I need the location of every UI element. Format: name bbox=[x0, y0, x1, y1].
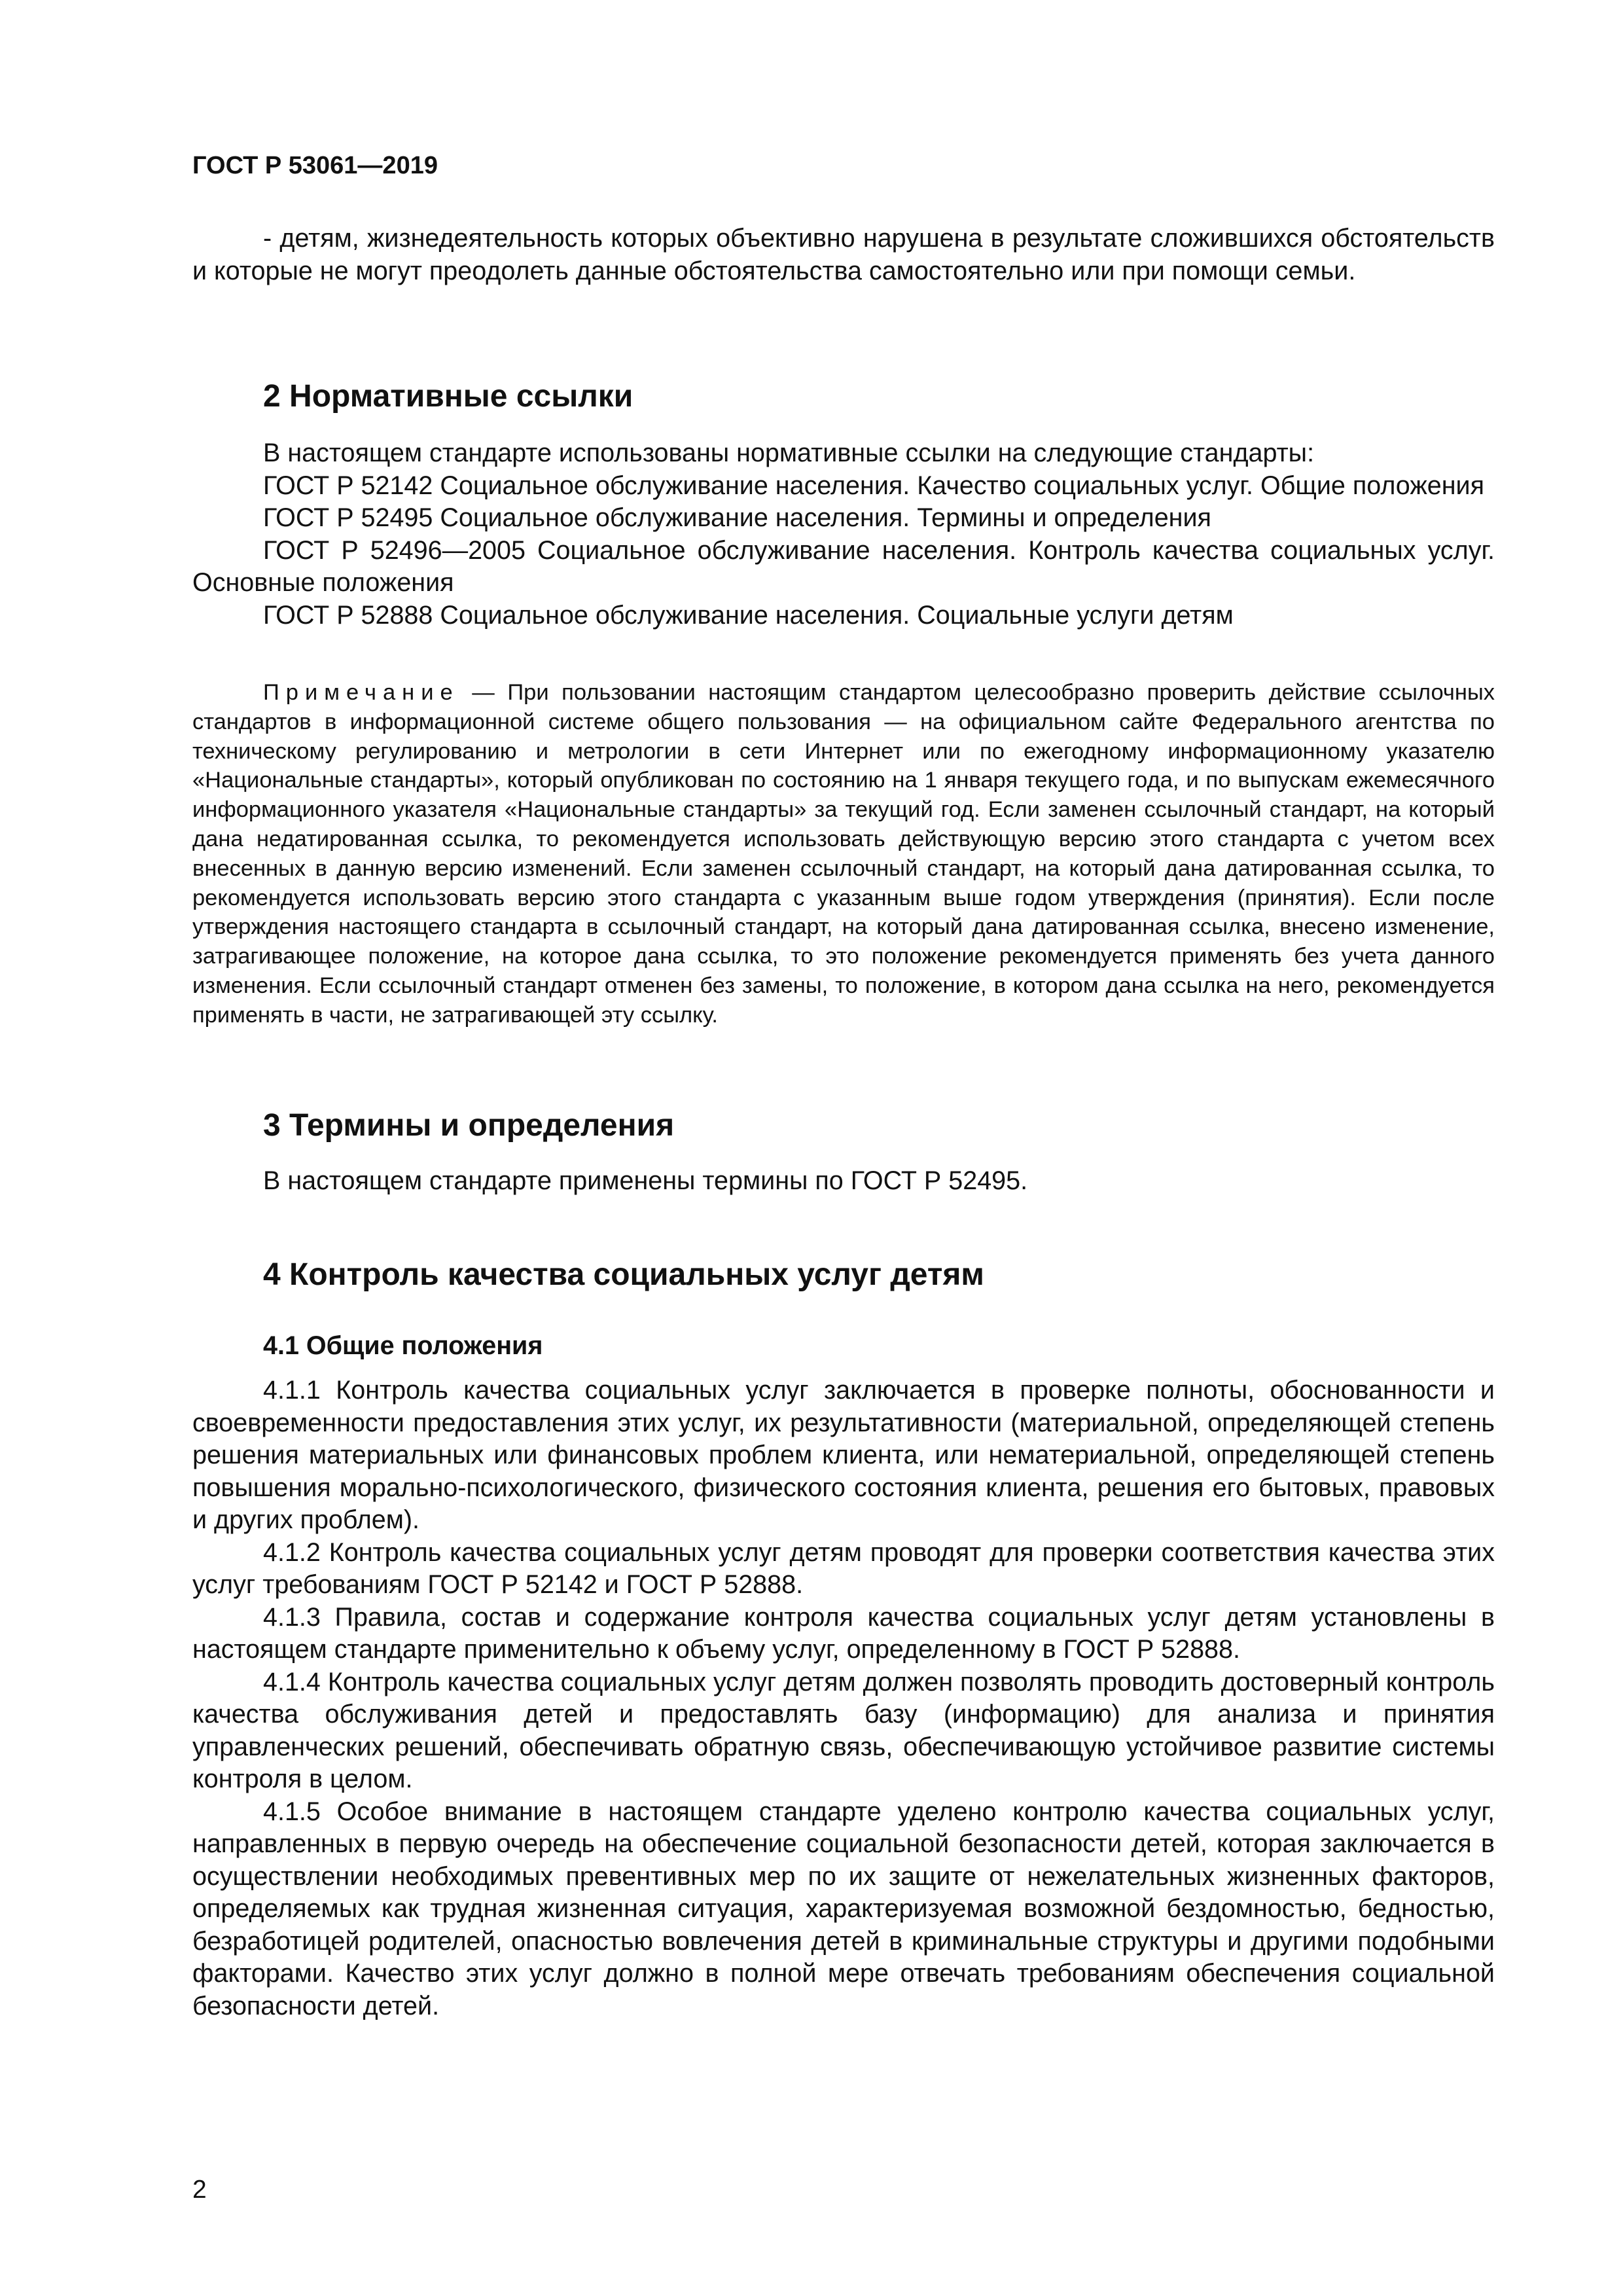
paragraph-4-1-1: 4.1.1 Контроль качества социальных услуг заключается в проверке полноты, обоснованности и своевременности предоставления этих услуг, их результативности (материальной, определяющей степень решения материальных или финансовых проблем клиента, или нематериальной, определяющей степень повышения морально-психологического, физического состояния клиента, решения его бытовых, правовых и других проблем). bbox=[192, 1376, 1495, 1534]
section-2-title: 2 Нормативные ссылки bbox=[263, 379, 633, 414]
note-text: — При пользовании настоящим стандартом целесообразно проверить действие ссылочных стандартов в информационной системе общего пользования — на официальном сайте Федерального агентства по техническому регулированию и метрологии в сети Интернет или по ежегодному информационному указателю «Национальные стандарты», который опубликован по состоянию на 1 января текущего года, и по выпускам ежемесячного информационного указателя «Национальные стандарты» за текущий год. Если заменен ссылочный стандарт, на который дана недатированная ссылка, то рекомендуется использовать действующую версию этого стандарта с учетом всех внесенных в данную версию изменений. Если заменен ссылочный стандарт, на который дана датированная ссылка, то рекомендуется использовать версию этого стандарта с указанным выше годом утверждения (принятия). Если после утверждения настоящего стандарта в ссылочный стандарт, на который дана датированная ссылка, внесено изменение, затрагивающее положение, на которое дана ссылка, то это положение рекомендуется применять без учета данного изменения. Если ссылочный стандарт отменен без замены, то положение, в котором дана ссылка на него, рекомендуется применять в части, не затрагивающей эту ссылку. bbox=[192, 680, 1495, 1028]
ref-item: ГОСТ Р 52888 Социальное обслуживание населения. Социальные услуги детям bbox=[263, 600, 1234, 630]
page-number: 2 bbox=[192, 2176, 207, 2204]
section-2-lead: В настоящем стандарте использованы нормативные ссылки на следующие стандарты: bbox=[263, 439, 1315, 467]
note-label: Примечание bbox=[263, 680, 459, 705]
section-4-body bbox=[192, 1374, 1495, 2022]
paragraph-4-1-4: 4.1.4 Контроль качества социальных услуг детям должен позволять проводить достоверный контроль качества обслуживания детей и предоставлять базу (информацию) для анализа и принятия управленческих решений, обеспечивать обратную связь, обеспечивающую устойчивое развитие системы контроля в целом. bbox=[192, 1667, 1495, 1793]
section-3-text: В настоящем стандарте применены термины по ГОСТ Р 52495. bbox=[263, 1166, 1028, 1195]
section-3-body bbox=[192, 1165, 1495, 1198]
ref-item: ГОСТ Р 52495 Социальное обслуживание населения. Термины и определения bbox=[263, 503, 1211, 532]
document-header: ГОСТ Р 53061—2019 bbox=[192, 152, 438, 179]
subsection-4-1-title: 4.1 Общие положения bbox=[263, 1331, 543, 1360]
paragraph-4-1-2: 4.1.2 Контроль качества социальных услуг детям проводят для проверки соответствия качества этих услуг требованиям ГОСТ Р 52142 и ГОСТ Р 52888. bbox=[192, 1537, 1495, 1599]
intro-block bbox=[192, 223, 1495, 287]
section-2-note bbox=[192, 678, 1495, 1030]
paragraph-4-1-3: 4.1.3 Правила, состав и содержание контроля качества социальных услуг детям установлены в настоящем стандарте применительно к объему услуг, определенному в ГОСТ Р 52888. bbox=[192, 1602, 1495, 1664]
ref-item: ГОСТ Р 52496—2005 Социальное обслуживание населения. Контроль качества социальных услуг. Основные положения bbox=[192, 535, 1495, 597]
section-4-title: 4 Контроль качества социальных услуг детям bbox=[263, 1257, 984, 1292]
section-2-body bbox=[192, 437, 1495, 632]
section-3-title: 3 Термины и определения bbox=[263, 1108, 675, 1143]
intro-list-item: - детям, жизнедеятельность которых объективно нарушена в результате сложившихся обстоятельств и которые не могут преодолеть данные обстоятельства самостоятельно или при помощи семьи. bbox=[192, 224, 1495, 285]
ref-item: ГОСТ Р 52142 Социальное обслуживание населения. Качество социальных услуг. Общие положения bbox=[263, 471, 1484, 500]
paragraph-4-1-5: 4.1.5 Особое внимание в настоящем стандарте уделено контролю качества социальных услуг, направленных в первую очередь на обеспечение социальной безопасности детей, которая заключается в осуществлении необходимых превентивных мер по их защите от нежелательных жизненных факторов, определяемых как трудная жизненная ситуация, характеризуемая возможной бездомностью, бедностью, безработицей родителей, опасностью вовлечения детей в криминальные структуры и другими подобными факторами. Качество этих услуг должно в полной мере отвечать требованиям обеспечения социальной безопасности детей. bbox=[192, 1797, 1495, 2020]
